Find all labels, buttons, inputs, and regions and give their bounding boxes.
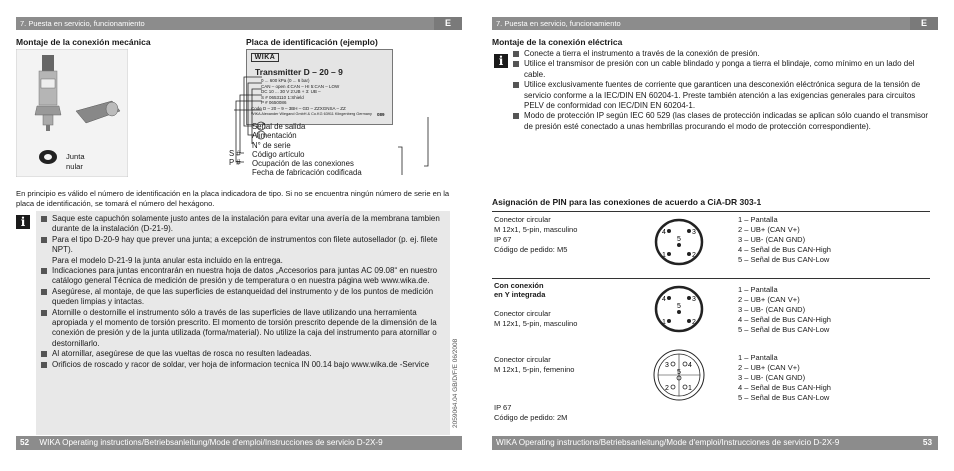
page-number: 52 xyxy=(20,438,30,447)
pin-label: 3 xyxy=(692,296,696,303)
row1-line-1: M 12x1, 5-pin, masculino xyxy=(494,225,578,234)
section-header xyxy=(492,17,938,30)
page-number: 53 xyxy=(922,438,932,447)
list-item: Para el tipo D-20-9 hay que prever una junta; a excepción de instrumentos con filete autosellador (p. ej. filete NPT). xyxy=(40,235,448,256)
row2-bold-1: en Y integrada xyxy=(494,290,546,299)
plate-line-1: CAN – open 4:CAN – HI 5:CAN – LOW xyxy=(261,83,340,89)
legend-item-output: Señal de salida xyxy=(252,122,306,131)
footer xyxy=(492,436,938,450)
row3-pin-5: 5 – Señal de Bus CAN-Low xyxy=(738,393,830,402)
legend-mark-p: P # xyxy=(229,158,241,167)
pin-diagram-female xyxy=(648,346,710,404)
pin-diagram-male-1 xyxy=(648,215,710,269)
info-icon: i xyxy=(16,215,30,229)
row3-bottom-0: IP 67 xyxy=(494,403,512,412)
wika-logo: WIKA xyxy=(251,53,279,62)
pin-label: 2 xyxy=(692,319,696,326)
row1-line-3: Código de pedido: M5 xyxy=(494,245,568,254)
row2-line-0: Conector circular xyxy=(494,309,551,318)
plate-line-0: 0 ... 600 kPa (0 ... 6 bar) xyxy=(261,78,310,83)
pin-label: 3 xyxy=(692,229,696,236)
row3-pin-4: 4 – Señal de Bus CAN-High xyxy=(738,383,831,392)
pin-label: 1 xyxy=(688,385,692,392)
pin-label: 1 xyxy=(662,252,666,259)
plate-line-4: P # 0650086 xyxy=(261,100,287,105)
row1-pin-4: 4 – Señal de Bus CAN-High xyxy=(738,245,831,254)
header-text: 7. Puesta en servicio, funcionamiento xyxy=(496,19,621,28)
mech-bullet-list xyxy=(40,214,448,370)
pin-diagram-male-2 xyxy=(648,282,710,336)
row2-pin-5: 5 – Señal de Bus CAN-Low xyxy=(738,325,830,334)
legend-item-serial: N° de serie xyxy=(252,141,291,150)
row1-pin-5: 5 – Señal de Bus CAN-Low xyxy=(738,255,830,264)
list-item: Conecte a tierra el instrumento a través de la conexión de presión. xyxy=(512,49,932,59)
pin-label: 2 xyxy=(665,385,669,392)
pin-label: 4 xyxy=(688,362,692,369)
elec-title: Montaje de la conexión eléctrica xyxy=(492,37,623,47)
mech-title: Montaje de la conexión mecánica xyxy=(16,37,151,47)
plate-code-right: 089 xyxy=(377,112,385,117)
list-item: Al atornillar, asegúrese de que las vueltas de rosca no resulten ladeadas. xyxy=(40,349,448,359)
footer-text: WIKA Operating instructions/Betriebsanleitung/Mode d'emploi/Instrucciones de servicio D-2X-9 xyxy=(39,438,383,447)
page-right xyxy=(484,0,954,471)
list-item: Indicaciones para juntas encontrarán en nuestra hoja de datos „Accesorios para juntas AC 09.08“ en nuestro catálogo general Técnica de medición de presión y de temperatura o en nuestra página web www.wika.de. xyxy=(40,266,448,287)
pin-label: 1 xyxy=(662,319,666,326)
list-item: Para el modelo D-21-9 la junta anular esta incluido en la entrega. xyxy=(52,255,283,265)
row1-pin-2: 2 – UB+ (CAN V+) xyxy=(738,225,800,234)
pin-label: 4 xyxy=(662,229,666,236)
row3-pin-2: 2 – UB+ (CAN V+) xyxy=(738,363,800,372)
connector-top xyxy=(42,55,54,71)
row2-line-1: M 12x1, 5-pin, masculino xyxy=(494,319,578,328)
row1-line-2: IP 67 xyxy=(494,235,512,244)
plate-line-3: S # 0653110 1:Shield xyxy=(261,94,304,100)
row1-line-0: Conector circular xyxy=(494,215,551,224)
row3-pin-1: 1 – Pantalla xyxy=(738,353,778,362)
plate-model: Transmitter D – 20 – 9 xyxy=(255,67,343,77)
row1-pin-1: 1 – Pantalla xyxy=(738,215,778,224)
list-item: Utilice el transmisor de presión con un cable blindado y ponga a tierra el blindaje, como mínimo en un lado del cable. xyxy=(512,59,932,80)
section-header xyxy=(16,17,462,30)
elec-bullet-list xyxy=(512,49,932,132)
row3-bottom-1: Código de pedido: 2M xyxy=(494,413,568,422)
list-item: Asegúrese, al montaje, de que las superficies de estanqueidad del instrumento y de los puntos de medición queden limpias y intactas. xyxy=(40,287,448,308)
legend-item-supply: Alimentación xyxy=(252,131,297,140)
row2-bold-0: Con conexión xyxy=(494,281,544,290)
gasket-label: Junta nular xyxy=(66,152,85,171)
pin-label: 5 xyxy=(677,236,681,243)
intro-text: En principio es válido el número de identificación en la placa indicadora de tipo. Si no se encuentra ningún número de serie en la placa de identificación, se tomará el número del hexágono. xyxy=(16,189,450,208)
plate-line-6: WIKA Alexander Wiegand GmbH & Co.KG 63911 Klingenberg Germany xyxy=(251,112,372,116)
pin-label: 4 xyxy=(662,296,666,303)
legend-mark-s: S # xyxy=(229,149,241,158)
legend-item-article: Código artículo xyxy=(252,150,305,159)
row2-pin-2: 2 – UB+ (CAN V+) xyxy=(738,295,800,304)
row3-line-1: M 12x1, 5-pin, femenino xyxy=(494,365,575,374)
language-tab: E xyxy=(910,17,938,30)
plate-title: Placa de identificación (ejemplo) xyxy=(246,37,378,47)
pin-label: 2 xyxy=(692,252,696,259)
hexagon-nut xyxy=(35,106,61,115)
list-item: Modo de protección IP según IEC 60 529 (las clases de protección indicadas se aplican sólo cuando el transmisor de presión esté conectado a unas hembrillas procurando el modo de protección correspondiente). xyxy=(512,111,932,132)
info-icon: i xyxy=(494,54,508,68)
list-item: Saque este capuchón solamente justo antes de la instalación para evitar una avería de la membrana tambien durante de la instalación (D-21-9). xyxy=(40,214,448,235)
row3-line-0: Conector circular xyxy=(494,355,551,364)
plate-line-5: Code D – 20 – 9 – 3BH – GD – ZZXGNSA – ZZ xyxy=(251,106,346,111)
row1-pin-3: 3 – UB- (CAN GND) xyxy=(738,235,806,244)
row2-pin-4: 4 – Señal de Bus CAN-High xyxy=(738,315,831,324)
row2-pin-1: 1 – Pantalla xyxy=(738,285,778,294)
list-item: Orificios de roscado y racor de soldar, ver hoja de informacion tecnica IN 00.14 bajo www.wika.de -Service xyxy=(40,360,448,370)
table-rule xyxy=(492,211,930,212)
legend-item-pinout: Ocupación de las conexiones xyxy=(252,159,354,168)
footer-text: WIKA Operating instructions/Betriebsanleitung/Mode d'emploi/Instrucciones de servicio D-2X-9 xyxy=(496,438,840,447)
footer xyxy=(16,436,462,450)
pin-label: 3 xyxy=(665,362,669,369)
legend-item-date: Fecha de fabricación codificada xyxy=(252,168,362,177)
pin-title: Asignación de PIN para las conexiones de acuerdo a CiA-DR 303-1 xyxy=(492,197,762,207)
side-doc-code: 2059064.04 GB/D/F/E 06/2008 xyxy=(452,338,459,428)
pin-label: 5 xyxy=(677,369,681,376)
header-text: 7. Puesta en servicio, funcionamiento xyxy=(20,19,145,28)
page-left xyxy=(0,0,470,471)
pin-label: 5 xyxy=(677,303,681,310)
list-item: Atornille o destornille el instrumento sólo a través de las superficies de llave utilizando una herramienta apropiada y el momento de torsión prescrito. El momento de torsión prescrito depende de la dimensión de la conexión de presión y de la junta utilizada (forma/material). No utilize la caja del instrumento para atornillar o destornillarlo. xyxy=(40,308,448,350)
table-rule xyxy=(492,278,930,279)
row3-pin-3: 3 – UB- (CAN GND) xyxy=(738,373,806,382)
list-item: Utilice exclusivamente fuentes de corriente que garanticen una desconexión eléctrónica segura de la tensión de servicio conforme a la IEC/DIN EN 60204-1. Preste también atención a las exigencias generales para circuitos PELV de conformidad con IEC/DIN EN 60204-1. xyxy=(512,80,932,111)
row2-pin-3: 3 – UB- (CAN GND) xyxy=(738,305,806,314)
language-tab: E xyxy=(434,17,462,30)
plate-line-2: DC 10 ... 30 V 2:UB + 3: UB – xyxy=(261,89,321,94)
